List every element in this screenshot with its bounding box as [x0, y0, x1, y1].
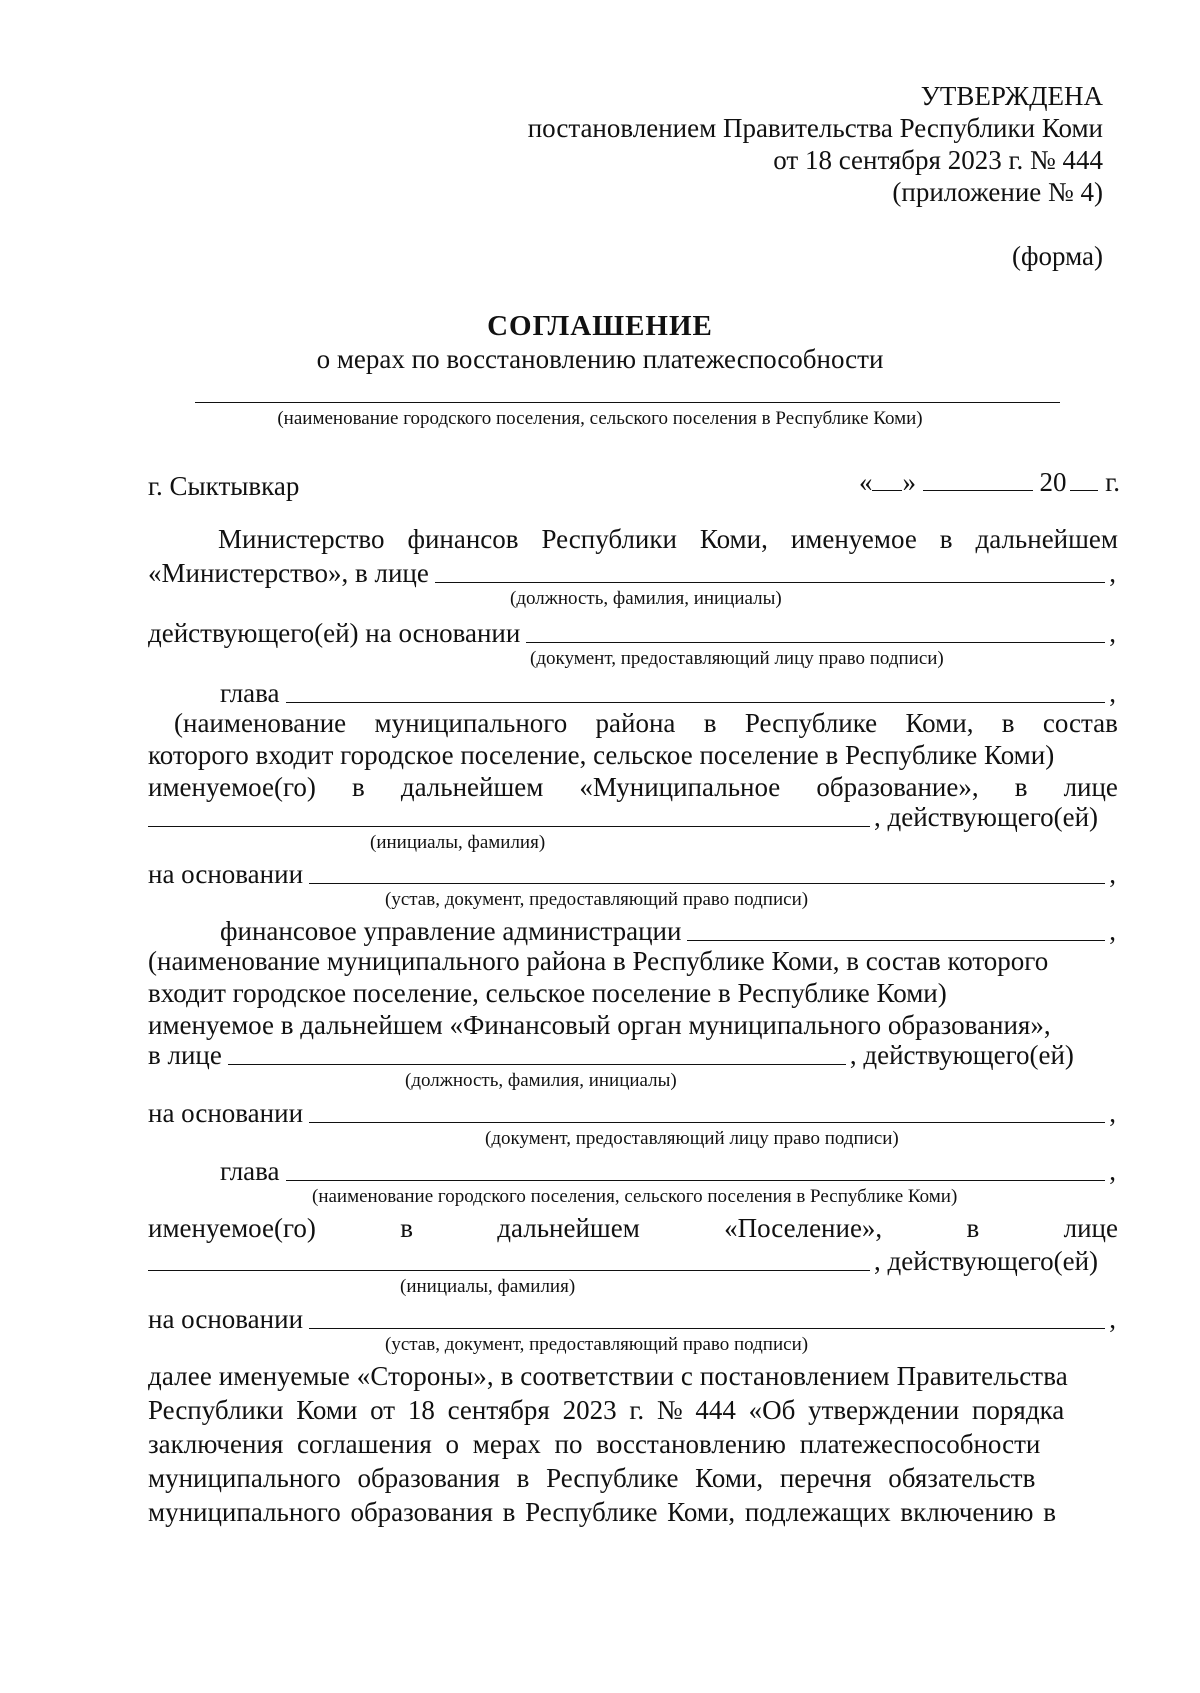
named-settlement-line: именуемое(го) в дальнейшем «Поселение», в лице — [148, 1213, 1118, 1243]
district-head-field[interactable]: глава , — [220, 678, 1116, 708]
settlement-name-field[interactable] — [195, 402, 1060, 403]
document-right-caption: (документ, предоставляющий лицу право подписи) — [530, 648, 944, 669]
document-right-caption-2: (документ, предоставляющий лицу право подписи) — [485, 1128, 899, 1149]
mo-basis-field[interactable]: на основании , — [148, 859, 1116, 889]
document-subtitle: о мерах по восстановлению платежеспособности — [316, 344, 884, 374]
day-blank[interactable] — [872, 468, 902, 491]
year-blank[interactable] — [1070, 468, 1098, 491]
initials-name-caption: (инициалы, фамилия) — [370, 832, 546, 853]
charter-caption: (устав, документ, предоставляющий право подписи) — [385, 889, 809, 910]
settlement-basis-field[interactable]: на основании , — [148, 1304, 1116, 1334]
finance-basis-field[interactable]: на основании , — [148, 1098, 1116, 1128]
year-suffix: г. — [1105, 467, 1120, 497]
quote-open: « — [858, 467, 873, 497]
settlement-representative-field[interactable]: , действующего(ей) — [148, 1245, 1118, 1277]
initials-name-caption-2: (инициалы, фамилия) — [400, 1276, 576, 1297]
approval-header: УТВЕРЖДЕНА — [920, 81, 1103, 111]
quote-close: » — [902, 467, 916, 497]
approval-decree: постановлением Правительства Республики Коми — [527, 113, 1103, 143]
form-label: (форма) — [1012, 241, 1103, 271]
ministry-representative-field[interactable]: «Министерство», в лице , — [148, 558, 1116, 588]
final-paragraph-line-1: далее именуемые «Стороны», в соответствии с постановлением Правительства — [148, 1361, 1068, 1391]
position-name-caption: (должность, фамилия, инициалы) — [510, 588, 782, 609]
charter-caption-2: (устав, документ, предоставляющий право подписи) — [385, 1334, 809, 1355]
ministry-basis-field[interactable]: действующего(ей) на основании , — [148, 618, 1116, 648]
date-field[interactable] — [859, 466, 1120, 498]
document-title: СОГЛАШЕНИЕ — [487, 310, 713, 342]
district-caption-line-1: (наименование муниципального района в Республике Коми, в состав — [174, 708, 1118, 738]
final-paragraph-line-2: Республики Коми от 18 сентября 2023 г. № 444 «Об утверждении порядка — [148, 1395, 1065, 1425]
month-blank[interactable] — [923, 468, 1033, 491]
year-prefix: 20 — [1039, 467, 1067, 497]
named-mo-line: именуемое(го) в дальнейшем «Муниципальное образование», в лице — [148, 772, 1118, 802]
final-paragraph-line-4: муниципального образования в Республике Коми, перечня обязательств — [148, 1463, 1036, 1493]
city-label: г. Сыктывкар — [148, 471, 300, 501]
settlement-name-caption-2: (наименование городского поселения, сельского поселения в Республике Коми) — [312, 1186, 958, 1207]
approval-appendix: (приложение № 4) — [892, 177, 1103, 207]
settlement-name-caption: (наименование городского поселения, сельского поселения в Республике Коми) — [277, 408, 923, 429]
approval-date-number: от 18 сентября 2023 г. № 444 — [773, 145, 1103, 175]
final-paragraph-line-5: муниципального образования в Республике Коми, подлежащих включению в — [148, 1497, 1056, 1527]
finance-representative-field[interactable]: в лице , действующего(ей) — [148, 1040, 1074, 1070]
finance-department-field[interactable]: финансовое управление администрации , — [220, 916, 1116, 946]
settlement-head-field[interactable]: глава , — [220, 1156, 1116, 1186]
district-caption-line-2: которого входит городское поселение, сельское поселение в Республике Коми) — [148, 740, 1055, 770]
ministry-line-1: Министерство финансов Республики Коми, именуемое в дальнейшем — [218, 524, 1118, 554]
finance-named-line: именуемое в дальнейшем «Финансовый орган муниципального образования», — [148, 1010, 1051, 1040]
finance-caption-line-1: (наименование муниципального района в Республике Коми, в состав которого — [148, 946, 1049, 976]
mo-representative-field[interactable]: , действующего(ей) — [148, 801, 1118, 833]
finance-caption-line-2: входит городское поселение, сельское поселение в Республике Коми) — [148, 978, 947, 1008]
position-name-caption-2: (должность, фамилия, инициалы) — [405, 1070, 677, 1091]
final-paragraph-line-3: заключения соглашения о мерах по восстановлению платежеспособности — [148, 1429, 1041, 1459]
